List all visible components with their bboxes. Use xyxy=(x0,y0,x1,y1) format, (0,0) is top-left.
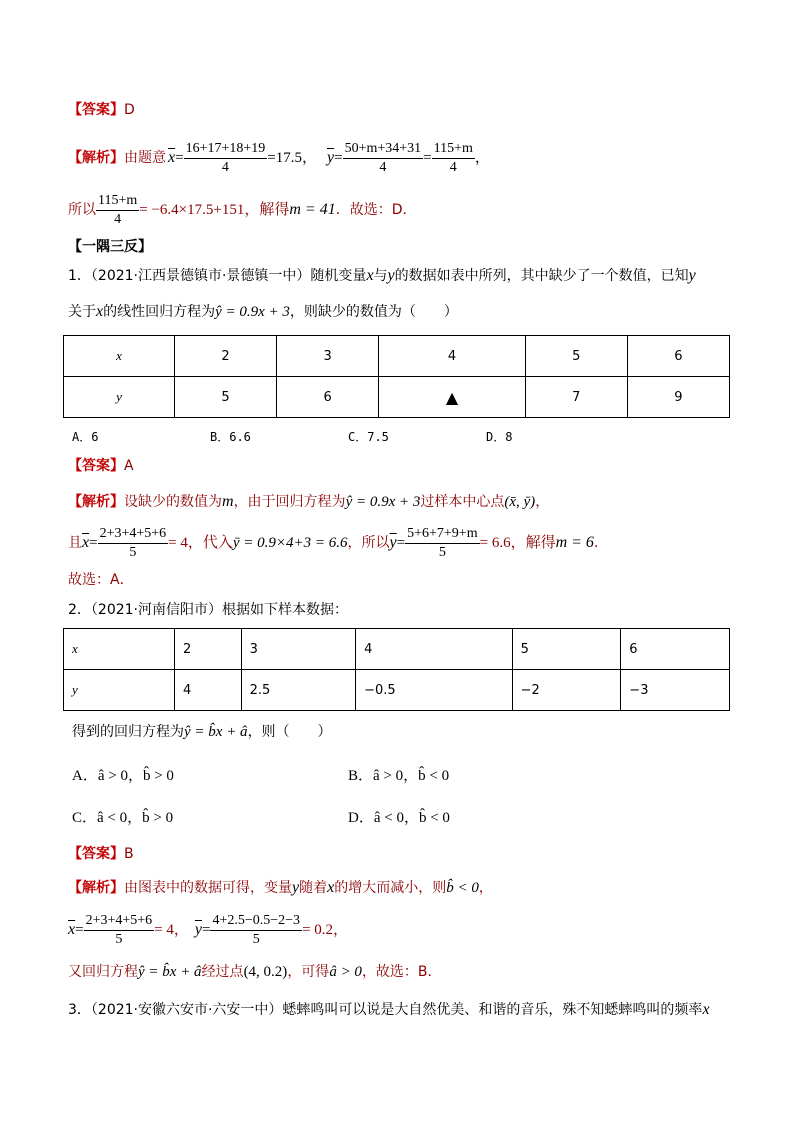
ybar-fraction-2: $\frac{115+m}{4}$ xyxy=(433,140,473,175)
table-row: x 2 3 4 5 6 xyxy=(64,629,730,670)
q2-table xyxy=(63,628,730,711)
q1-option-d[interactable]: D．8 xyxy=(486,430,513,444)
line2-equation: = −6.4×17.5+151，解得 xyxy=(139,202,290,218)
table-row: y 5 6 ▲ 7 9 xyxy=(64,377,730,418)
section-heading: 【一隅三反】 xyxy=(68,239,152,255)
ybar-fraction: $\frac{50+m+34+31}{4}$ xyxy=(344,140,422,175)
table-row: y 4 2.5 −0.5 −2 −3 xyxy=(64,670,730,711)
q1-regression-eq: ŷ = 0.9x + 3 xyxy=(215,304,290,320)
line2-result: m = 41 xyxy=(289,201,336,218)
analysis-text: 由题意 xyxy=(124,150,166,166)
so-text: 所以 xyxy=(68,202,96,218)
q1-table xyxy=(63,335,730,418)
q2-option-a[interactable]: A．â > 0，b̂ > 0 xyxy=(72,768,174,784)
q1-answer-line: 【答案】A xyxy=(68,458,134,474)
answer-label: 【答案】 xyxy=(68,102,124,118)
q1-analysis-line1: 【解析】设缺少的数值为m，由于回归方程为ŷ = 0.9x + 3过样本中心点(x̄, ȳ)， xyxy=(68,493,550,510)
q2-stem: 2．（2021·河南信阳市）根据如下样本数据： xyxy=(68,602,348,618)
analysis-line-2 xyxy=(68,190,417,230)
analysis-label: 【解析】 xyxy=(68,150,124,166)
q1-option-c[interactable]: C．7.5 xyxy=(348,430,389,444)
q3-stem: 3．（2021·安徽六安市·六安一中）蟋蟀鸣叫可以说是大自然优美、和谐的音乐，殊不知蟋蟀鸣叫的频率x xyxy=(68,1001,710,1018)
answer-value: D xyxy=(124,102,135,118)
q1-option-b[interactable]: B．6.6 xyxy=(210,430,251,444)
line2-end: ．故选：D． xyxy=(335,202,417,218)
q2-stem-line2: 得到的回归方程为ŷ = b̂x + â，则（ ） xyxy=(72,724,332,740)
q1-analysis-line3: 故选：A． xyxy=(68,572,134,588)
q2-analysis-line2: $\overline{x}$ = $\frac{2+3+4+5+6}{5}$ = 4， $\overline{y}$ = $\frac{4+2.5-0.5-2-3}{5}$ = 0.2， xyxy=(68,912,349,947)
q1-analysis-line2: 且 $\overline{x}$ = $\frac{2+3+4+5+6}{5}$ = 4，代入 ȳ = 0.9×4+3 = 6.6 ，所以 $\overline{y}$ = $\frac{5+6+7+9+m}{5}$ = 6.6，解得 m = 6 ． xyxy=(68,525,608,560)
q1-stem-line1: 1．（2021·江西景德镇市·景德镇一中）随机变量x与y的数据如表中所列，其中缺少了一个数值，已知y xyxy=(68,267,696,284)
q2-option-d[interactable]: D．â < 0，b̂ < 0 xyxy=(348,810,450,826)
y-bar: $\overline{y}$ xyxy=(326,149,335,166)
xbar-fraction: $\frac{16+17+18+19}{4}$ xyxy=(185,140,266,175)
q2-option-c[interactable]: C．â < 0，b̂ > 0 xyxy=(72,810,174,826)
q2-analysis-line3: 又回归方程ŷ = b̂x + â经过点(4, 0.2)，可得â > 0，故选：B． xyxy=(68,964,442,980)
table-row: x 2 3 4 5 6 xyxy=(64,336,730,377)
answer-line-1 xyxy=(68,100,135,120)
line2-fraction: $\frac{115+m}{4}$ xyxy=(98,192,138,227)
q2-option-b[interactable]: B．â > 0，b̂ < 0 xyxy=(348,768,450,784)
q2-analysis-line1: 【解析】由图表中的数据可得，变量y随着x的增大而减小，则b̂ < 0， xyxy=(68,879,493,896)
q2-answer-line: 【答案】B xyxy=(68,846,134,862)
xbar-value: =17.5， xyxy=(267,150,317,166)
q1-stem-line2: 关于x的线性回归方程为ŷ = 0.9x + 3，则缺少的数值为（ ） xyxy=(68,303,458,320)
q1-option-a[interactable]: A．6 xyxy=(72,430,99,444)
x-bar: $\overline{x}$ xyxy=(168,149,176,166)
analysis-line-1: 【解析】 由题意 $\overline{x}$ = $\frac{16+17+18+19}{4}$ =17.5， $\overline{y}$ = $\frac{50+m+34+31}{4}$ = $\frac{115+m}{4}$ ， xyxy=(68,140,490,175)
triangle-icon: ▲ xyxy=(379,377,525,418)
